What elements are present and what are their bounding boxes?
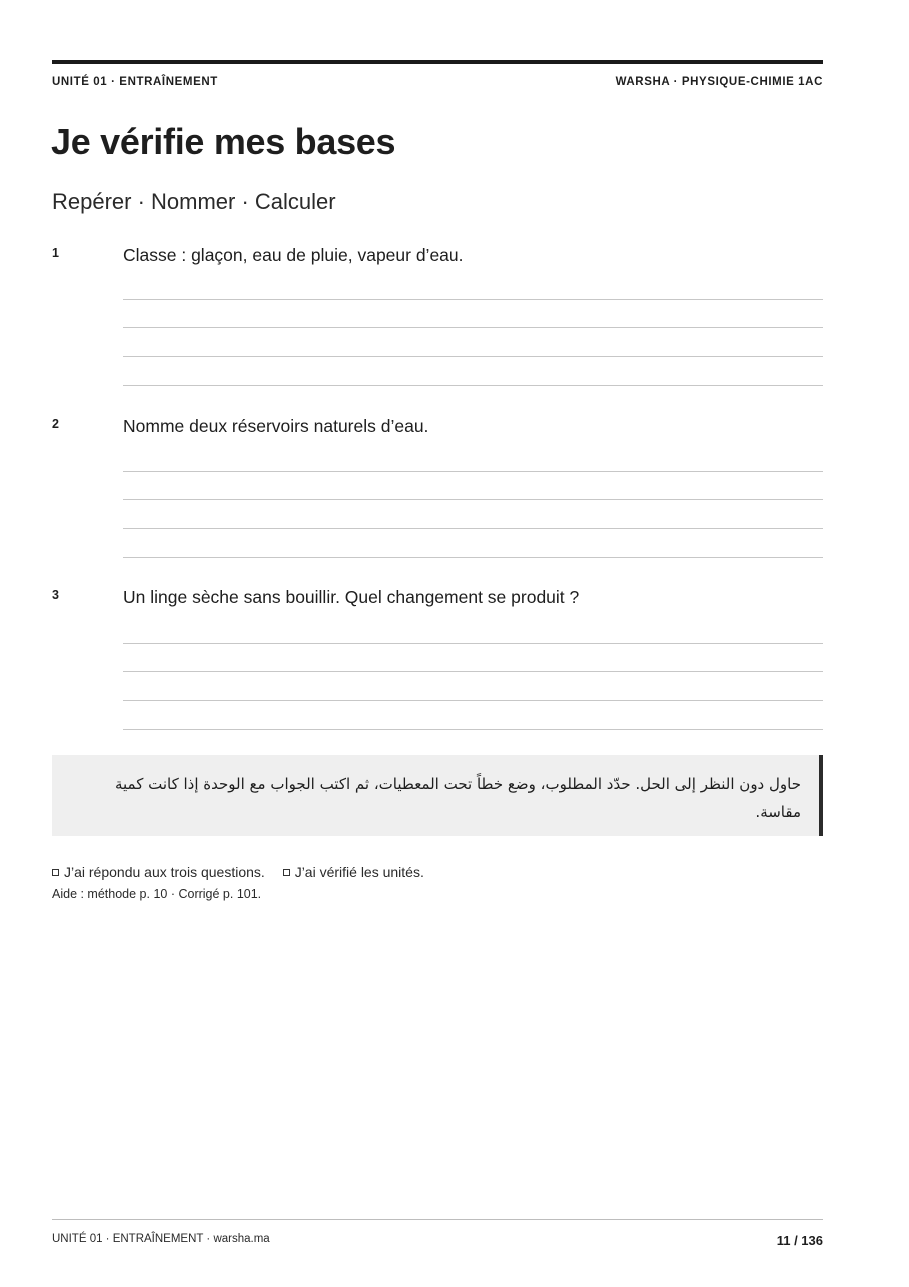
answer-line[interactable] — [123, 700, 823, 701]
question-text: Nomme deux réservoirs naturels d’eau. — [123, 416, 429, 436]
answer-line[interactable] — [123, 671, 823, 672]
checklist-item[interactable] — [283, 864, 424, 880]
checklist-label: J’ai vérifié les unités. — [294, 864, 424, 880]
page-title: Je vérifie mes bases — [51, 121, 396, 162]
answer-line[interactable] — [123, 299, 823, 300]
help-references: Aide : méthode p. 10 · Corrigé p. 101. — [52, 887, 262, 901]
answer-line[interactable] — [123, 327, 823, 328]
answer-line[interactable] — [123, 528, 823, 529]
running-header-publication: WARSHA · PHYSIQUE-CHIMIE 1AC — [615, 76, 823, 88]
bottom-rule — [52, 1219, 823, 1220]
page-subtitle: Repérer · Nommer · Calculer — [52, 189, 336, 214]
answer-line[interactable] — [123, 385, 823, 386]
answer-line[interactable] — [123, 557, 823, 558]
answer-line[interactable] — [123, 643, 823, 644]
footer-left: UNITÉ 01 · ENTRAÎNEMENT · warsha.ma — [52, 1233, 270, 1245]
hint-box — [52, 755, 823, 836]
running-header-unit: UNITÉ 01 · ENTRAÎNEMENT — [52, 76, 218, 88]
checkbox-icon[interactable] — [283, 869, 290, 876]
answer-line[interactable] — [123, 729, 823, 730]
checkbox-icon[interactable] — [52, 869, 59, 876]
answer-line[interactable] — [123, 471, 823, 472]
question-text: Classe : glaçon, eau de pluie, vapeur d’eau. — [123, 245, 464, 265]
question-number: 2 — [52, 417, 59, 431]
checklist-label: J’ai répondu aux trois questions. — [64, 864, 265, 880]
top-rule — [52, 60, 823, 64]
page-number: 11 / 136 — [776, 1233, 823, 1248]
question-number: 1 — [52, 246, 59, 260]
checklist-item[interactable] — [52, 864, 265, 880]
self-checklist — [52, 864, 424, 880]
answer-line[interactable] — [123, 499, 823, 500]
answer-line[interactable] — [123, 356, 823, 357]
question-text: Un linge sèche sans bouillir. Quel changement se produit ? — [123, 587, 580, 607]
question-number: 3 — [52, 588, 59, 602]
hint-text: حاول دون النظر إلى الحل. حدّد المطلوب، وضع خطاً تحت المعطيات، ثم اكتب الجواب مع الوحدة إذا كانت كمية مقاسة. — [114, 775, 801, 821]
